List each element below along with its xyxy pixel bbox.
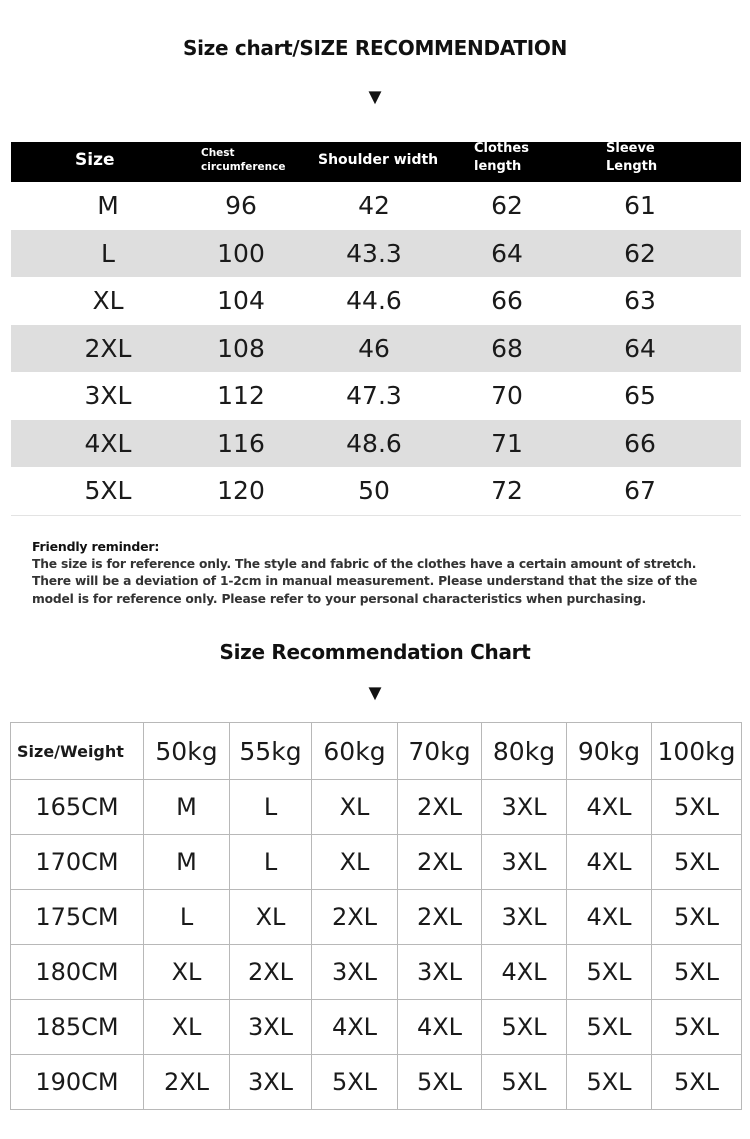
height-row — [11, 1000, 742, 1055]
reminder-line: There will be a deviation of 1-2cm in manual measurement. Please understand that the size of the — [32, 574, 698, 588]
recommended-size: 5XL — [652, 890, 742, 945]
recommended-size: L — [230, 780, 312, 835]
recommended-size: 4XL — [567, 780, 652, 835]
height-label: 175CM — [11, 890, 144, 945]
recommended-size: L — [144, 890, 230, 945]
size-row — [11, 230, 741, 278]
recommended-size: 3XL — [230, 1000, 312, 1055]
recommended-size: 4XL — [567, 835, 652, 890]
size-cell: 50 — [358, 476, 390, 506]
size-cell: 43.3 — [346, 238, 402, 268]
size-cell: 108 — [217, 333, 265, 363]
recommended-size: 5XL — [567, 945, 652, 1000]
down-arrow-icon: ▼ — [364, 84, 386, 109]
weight-header: 80kg — [482, 723, 567, 780]
size-cell: 63 — [624, 286, 656, 316]
size-cell: 2XL — [84, 333, 132, 363]
down-arrow-icon: ▼ — [364, 680, 386, 705]
recommended-size: 4XL — [398, 1000, 482, 1055]
recommended-size: 4XL — [567, 890, 652, 945]
recommended-size: XL — [312, 835, 398, 890]
height-label: 185CM — [11, 1000, 144, 1055]
size-cell: 72 — [491, 476, 523, 506]
weight-header: 70kg — [398, 723, 482, 780]
corner-label: Size/Weight — [11, 723, 144, 780]
recommended-size: 2XL — [144, 1055, 230, 1110]
weight-header: 50kg — [144, 723, 230, 780]
weight-header: 90kg — [567, 723, 652, 780]
recommended-size: 5XL — [482, 1000, 567, 1055]
size-recommendation-table — [10, 722, 742, 1110]
recommended-size: 2XL — [312, 890, 398, 945]
height-row — [11, 1055, 742, 1110]
height-row — [11, 890, 742, 945]
header-sleeve-length: Sleeve Length — [606, 141, 658, 174]
recommended-size: 5XL — [312, 1055, 398, 1110]
height-label: 165CM — [11, 780, 144, 835]
recommended-size: XL — [312, 780, 398, 835]
height-label: 170CM — [11, 835, 144, 890]
size-row — [11, 467, 741, 515]
recommended-size: 4XL — [312, 1000, 398, 1055]
size-chart-body — [11, 182, 741, 515]
header-chest: Chest circumference — [201, 147, 286, 173]
size-cell: 104 — [217, 286, 265, 316]
recommended-size: XL — [230, 890, 312, 945]
size-cell: 62 — [491, 191, 523, 221]
recommended-size: 5XL — [398, 1055, 482, 1110]
recommended-size: XL — [144, 1000, 230, 1055]
friendly-reminder — [32, 538, 732, 608]
size-cell: 71 — [491, 428, 523, 458]
recommended-size: 3XL — [482, 780, 567, 835]
size-cell: 62 — [624, 238, 656, 268]
size-row — [11, 325, 741, 373]
size-cell: 116 — [217, 428, 265, 458]
size-cell: 47.3 — [346, 381, 402, 411]
size-cell: XL — [92, 286, 124, 316]
size-cell: 44.6 — [346, 286, 402, 316]
size-cell: 48.6 — [346, 428, 402, 458]
size-cell: 66 — [624, 428, 656, 458]
reminder-line: The size is for reference only. The style and fabric of the clothes have a certain amount of stretch. — [32, 556, 697, 571]
recommended-size: 5XL — [652, 780, 742, 835]
size-cell: 64 — [624, 333, 656, 363]
recommended-size: 4XL — [482, 945, 567, 1000]
size-row — [11, 182, 741, 230]
size-cell: 42 — [358, 191, 390, 221]
height-label: 190CM — [11, 1055, 144, 1110]
recommended-size: XL — [144, 945, 230, 1000]
size-cell: 70 — [491, 381, 523, 411]
size-cell: 46 — [358, 333, 390, 363]
size-cell: 61 — [624, 191, 656, 221]
size-chart-table — [11, 142, 741, 516]
size-row — [11, 420, 741, 468]
size-cell: L — [101, 238, 115, 268]
size-cell: M — [97, 191, 119, 221]
recommended-size: 5XL — [567, 1000, 652, 1055]
size-cell: 3XL — [84, 381, 132, 411]
size-cell: 4XL — [84, 428, 132, 458]
size-cell: 120 — [217, 476, 265, 506]
recommended-size: M — [144, 780, 230, 835]
height-label: 180CM — [11, 945, 144, 1000]
size-cell: 68 — [491, 333, 523, 363]
divider — [11, 515, 741, 516]
reminder-line: model is for reference only. Please refer to your personal characteristics when purchasing. — [32, 591, 647, 606]
size-cell: 66 — [491, 286, 523, 316]
weight-header: 55kg — [230, 723, 312, 780]
height-row — [11, 780, 742, 835]
recommended-size: 5XL — [567, 1055, 652, 1110]
recommended-size: 5XL — [652, 835, 742, 890]
height-row — [11, 835, 742, 890]
recommended-size: 3XL — [312, 945, 398, 1000]
recommended-size: 5XL — [652, 945, 742, 1000]
weight-header-row — [11, 723, 742, 780]
weight-header: 60kg — [312, 723, 398, 780]
recommended-size: 3XL — [230, 1055, 312, 1110]
recommended-size: L — [230, 835, 312, 890]
recommended-size: 2XL — [398, 780, 482, 835]
recommended-size: 2XL — [398, 835, 482, 890]
size-cell: 100 — [217, 238, 265, 268]
recommended-size: 2XL — [230, 945, 312, 1000]
recommended-size: 5XL — [482, 1055, 567, 1110]
recommendation-title: Size Recommendation Chart — [219, 640, 531, 664]
size-cell: 112 — [217, 381, 265, 411]
height-row — [11, 945, 742, 1000]
size-chart-header — [11, 142, 741, 182]
recommended-size: 3XL — [398, 945, 482, 1000]
recommended-size: 3XL — [482, 835, 567, 890]
size-cell: 5XL — [84, 476, 132, 506]
size-row — [11, 277, 741, 325]
reminder-title: Friendly reminder: — [32, 539, 160, 554]
size-chart-title: Size chart/SIZE RECOMMENDATION — [182, 36, 568, 60]
size-cell: 64 — [491, 238, 523, 268]
recommended-size: 5XL — [652, 1055, 742, 1110]
size-cell: 96 — [225, 191, 257, 221]
recommended-size: 3XL — [482, 890, 567, 945]
header-size: Size — [75, 150, 115, 170]
size-cell: 67 — [624, 476, 656, 506]
recommended-size: 2XL — [398, 890, 482, 945]
header-shoulder: Shoulder width — [318, 152, 439, 168]
size-cell: 65 — [624, 381, 656, 411]
recommended-size: 5XL — [652, 1000, 742, 1055]
size-row — [11, 372, 741, 420]
header-clothes-length: Clothes length — [474, 141, 529, 174]
weight-header: 100kg — [652, 723, 742, 780]
recommended-size: M — [144, 835, 230, 890]
